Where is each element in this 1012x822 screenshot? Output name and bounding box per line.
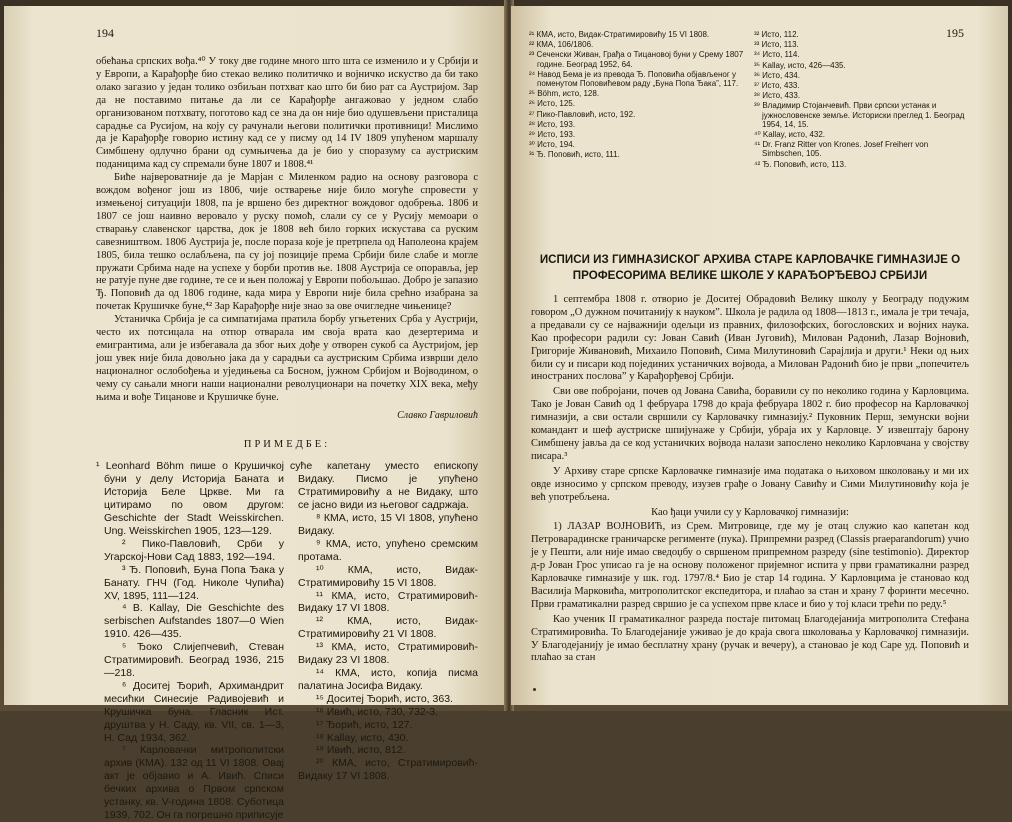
paragraph: Као ученик II граматикалног разреда постаје питомац Благодејанија митрополита Стефана Стратимировића. То Благодејаније уживао је до краја свога школовања у Карловачкој гимназији. У Благодејанију је имао бесплатну храну (ручак и вечеру), а становао је код Саре уд. Поповић и плаћао за стан [531, 613, 969, 664]
footnote: ³⁹ Владимир Стојанчевић. Први српски устанак и јужнословенске земље. Историски преглед 1. Београд 1954, 14, 15. [754, 101, 965, 129]
page-number-right: 195 [946, 26, 964, 40]
footnote: ⁷ Карловачки митрополитски архив (КМА). 132 од 11 VI 1808. Овај акт је објавио и А. Ивић. Списи бечких архива о Првом српском устанку, кв. V-година 1808. Суботица 1939, 702. Он га погрешно приписује [104, 744, 284, 821]
footnote: ²⁰ КМА, исто, Стратимировић-Видаку 17 VI 1808. [298, 757, 478, 783]
footnote: ³ Ђ. Поповић, Буна Попа Ђака у Банату. ГНЧ (Год. Николе Чупића) XV, 1895, 111—124. [104, 563, 284, 602]
author-signature: Славко Гавриловић [397, 410, 478, 422]
footnote: ³² Исто, 112. [754, 30, 799, 39]
section-lead: Као ђаци учили су у Карловачкој гимназији: [651, 506, 849, 518]
paragraph: 1 септембра 1808 г. отворио је Доситеј Обрадовић Велику школу у Београду подужим говором „О дужном почитанију к науком”. Школа је радила од 1808—1813 г., имала је три течаја, а предавали су се најважнији одељци из правних, филозофских, богословских и војних наука. Као професори радили су: Јован Савић (Иван Југовић), Милован Радонић, Лазар Војновић, Григорије Живановић, Михаило Поповић, Сима Милутиновић Сарајлија и други.¹ Неки од њих били су и писари код појединих устаничких војвода, а Милован Радонић био је први „попечитељ иностраних послова” у Карађорђевој Србији. [531, 294, 969, 383]
footnotes-column-2 [754, 30, 969, 170]
footnote: ⁴⁰ Kallay, исто, 432. [754, 130, 826, 140]
footnotes-column-1 [96, 460, 284, 821]
footnote: ¹³ КМА, исто, Стратимировић-Видаку 23 VI 1808. [298, 641, 478, 667]
footnotes-right [529, 30, 969, 170]
footnote: ³⁰ Исто, 194. [529, 140, 575, 150]
footnote: суће капетану уместо епископу Видаку. Писмо је упућено Стратимировићу а не Видаку, што се јасно види из његовог садржаја. [290, 460, 478, 512]
footnotes-column-2 [290, 460, 478, 821]
footnote: ²⁹ Исто, 193. [529, 130, 576, 140]
footnote: ³⁷ Исто, 433. [754, 81, 800, 91]
paragraph: Устаничка Србија је са симпатијама пратила борбу угњетених Срба у Аустрији, често их потсицала на отпор отварала им своја врата као дезертерима и емигрантима, али је избегавала да због њих дође у отворен сукоб са Аустријом, јер још увек није била довољно јака да у сарадњи са аустриским Србима изврши дело националног ослобођења и уједињења са Босном, јужном Србијом и Војводином, о чему су сањали многи наши национални револуционари на почетку XIX века, међу њима и вође Тицанове и Крушичке буне. [96, 314, 478, 403]
left-body [96, 56, 478, 822]
footnote: ⁸ КМА, исто, 15 VI 1808, упућено Видаку. [298, 512, 478, 537]
page-number-left: 194 [96, 26, 114, 40]
paragraph: Сви ове побројани, почев од Јована Савића, боравили су по неколико година у Карловцима. Тако је Јован Савић од 1 фебруара 1798 до краја фебруара 1802 г. био професор на Карловачкој гимназији, а сви остали свршили су Карловачку гимназију.² Пуковник Перш, земунски војни командант и шеф аустриске шпијунаже у Србији, убраја их у Карловце. У извештају барону Симбшену јавља да се код устаничких војвода налази запослено неколико Карловчана у својству писара.³ [531, 386, 969, 462]
footnote: ¹⁷ Ђорић, исто, 127. [316, 718, 413, 731]
footnote: ³⁴ Исто, 114. [754, 50, 800, 60]
footnote: ¹⁶ Ивић, исто, 730, 732-3. [316, 705, 439, 718]
notes-heading: ПРИМЕДБЕ: [243, 439, 331, 451]
paragraph: обећања српских вођа.⁴⁰ У току две године много што шта се изменило и у Србији и у Европи, а Карађорђе био стекао велико политичко и војничко искуство да би тако олако загазио у један толико озбиљан потхват као што би био рат са Аустријом. Зар да не поставимо питање да ли се Карађорђе ангажовао у једном слабо организованом потхвату, поготово кад се зна да он није био одушевљени присталица сарадње са Русијом, на коју су рачунали његови политички противници! Мислимо да је Карађорђе говорио истину кад се у писму од 14 IV 1809 упућеном маршалу Симбшену одлучно брани од сумњичења да је био у споразуму са аустриским поданицима кад су спремали буне 1807 и 1808.⁴¹ [96, 56, 478, 171]
paragraph: Биће највероватније да је Марјан с Миленком радио на основу разговора с вождом вођеног још из 1806, чије остварење није било могуће спровести у измењеној ситуацији 1808, па је вршено без директног вождовог одобрења. 1806 и 1807 се још наивно веровало у руску помоћ, слали су се у Русију мемоари о стварању славенског царства, док је 1808 већ било горких искустава са руским савезништвом. 1806 Аустрија је, после пораза које је претрпела од Наполеона крајем 1805, била тешко ослабљена, па су јој позиције према Србији биле слабе и могле пружати Србима наде на успехе у борби против ње. 1808 Аустрија се опоравља, јер не ратује пуне две године, те се и њен положај у Европи побољшао. Добро је запазио Ђ. Поповић да од 1806 године, када мира у Европи није била срећно изабрана за почетак Крушичке буне,⁴² Зар Карађорђе није знао за ове очигледне чињенице? [96, 172, 478, 313]
footnote: ¹⁸ Kallay, исто, 430. [316, 731, 409, 744]
article-title: ИСПИСИ ИЗ ГИМНАЗИСКОГ АРХИВА СТАРЕ КАРЛОВАЧКЕ ГИМНАЗИЈЕ О ПРОФЕСОРИМА ВЕЛИКЕ ШКОЛЕ У КАРАЂОРЂЕВОЈ СРБИЈИ [539, 253, 961, 282]
footnote: ²⁸ Исто, 193. [529, 119, 576, 129]
footnote: ³¹ Ђ. Поповић, исто, 111. [529, 150, 620, 160]
footnote: ³⁶ Исто, 434. [754, 70, 800, 80]
footnote: ³⁵ Kallay, исто, 426—435. [754, 60, 846, 70]
left-page [4, 6, 507, 821]
footnote: ²³ Сеченски Живан, Грађа о Тицановој буни у Срему 1807 године. Београд 1952, 64. [529, 50, 744, 69]
footnote: ⁴ B. Kallay, Die Geschichte des serbischen Aufstandes 1807—0 Wien 1910. 426—435. [104, 602, 284, 641]
footnote: ¹⁵ Доситеј Ђорић, исто, 363. [316, 692, 453, 705]
footnote: ²² КМА, 106/1806. [529, 40, 594, 50]
footnote: ⁶ Доситеј Ђорић, Архимандрит месићки Синесије Радивојевић и Крушичка буна. Гласник Ист. друштва у Н. Саду, кв. VII, св. 1—3, Н. Сад 1934, 362. [104, 679, 284, 744]
footnote: ⁴¹ Dr. Franz Ritter von Krones. Josef Freiherr von Simbschen, 105. [754, 140, 929, 159]
footnote: ³⁸ Исто, 433. [754, 91, 801, 101]
footnote: ¹² КМА, исто, Видак-Стратимировићу 21 VI 1808. [298, 615, 478, 641]
footnote: ⁵ Ђоко Слијепчевић, Стеван Стратимировић. Београд 1936, 215—218. [104, 641, 284, 679]
footnote: ⁴² Ђ. Поповић, исто, 113. [754, 159, 847, 169]
footnotes-column-1 [529, 30, 744, 170]
footnote: ²⁵ Böhm, исто, 128. [529, 89, 600, 99]
page-mark [533, 688, 536, 691]
footnote: ¹ Leonhard Böhm пише о Крушичкој буни у делу Историја Баната и Историја Беле Цркве. Ми га цитирамо по овом другом: Geschichte der Stadt Weisskirchen. Ung. Weisskirchen 1905, 123—129. [96, 460, 284, 537]
right-page [511, 6, 1008, 705]
footnote: ²⁷ Пико-Павловић, исто, 192. [529, 109, 636, 119]
footnote: ²⁶ Исто, 125. [529, 99, 575, 109]
footnote: ³³ Исто, 113. [754, 40, 799, 50]
footnote: ¹⁰ КМА, исто, Видак-Стратимировићу 15 VI 1808. [298, 563, 478, 589]
right-body [531, 294, 969, 667]
paragraph: У Архиву старе српске Карловачке гимназије има података о њиховом школовању и ми их овде износимо у српском преводу, изузев грађе о Јовану Савићу и Сими Милутиновићу која је већ употребљена. [531, 465, 969, 503]
footnotes-left [96, 460, 478, 821]
footnote: ¹⁹ Ивић, исто, 812. [316, 744, 406, 757]
footnote: ² Пико-Павловић, Срби у Угарској-Нови Сад 1883, 192—194. [104, 537, 284, 563]
footnote: ⁹ КМА, исто, упућено сремским протама. [298, 537, 478, 563]
footnote: ¹⁴ КМА, исто, копија писма палатина Јосифа Видаку. [298, 666, 478, 692]
footnote: ²¹ КМА, исто, Видак-Стратимировићу 15 VI 1808. [529, 30, 710, 39]
footnote: ¹¹ КМА, исто, Стратимировић-Видаку 17 VI 1808. [298, 589, 478, 615]
footnote: ²⁴ Навод Бема је из превода Ђ. Поповића објављеног у поменутом Поповићевом раду „Буна Попа Ђака”, 117. [529, 69, 739, 89]
paragraph: 1) ЛАЗАР ВОЈНОВИЋ, из Срем. Митровице, где му је отац служио као капетан код Петроварадинске граничарске регименте (пука). Припремни разред (Classis praeparandorum) учио је у Пешти, али није имао сведоџбу о свршеном припремном разреду (sine testimonio). Директор д-р Јован Грос уписао га је на основу положеног пријемног испита у први граматикални разред Карловачке гимназије у шк. год. 1797/8.⁴ Био је стар 14 година. У Карловцима је становао код Василија Марковића, митрополитског експедитора, и плаћао за стан и храну 7 форинти месечно. Први граматикални разред свршио је са успехом прве класе и био у тој класи трећи по реду.⁵ [531, 521, 969, 610]
